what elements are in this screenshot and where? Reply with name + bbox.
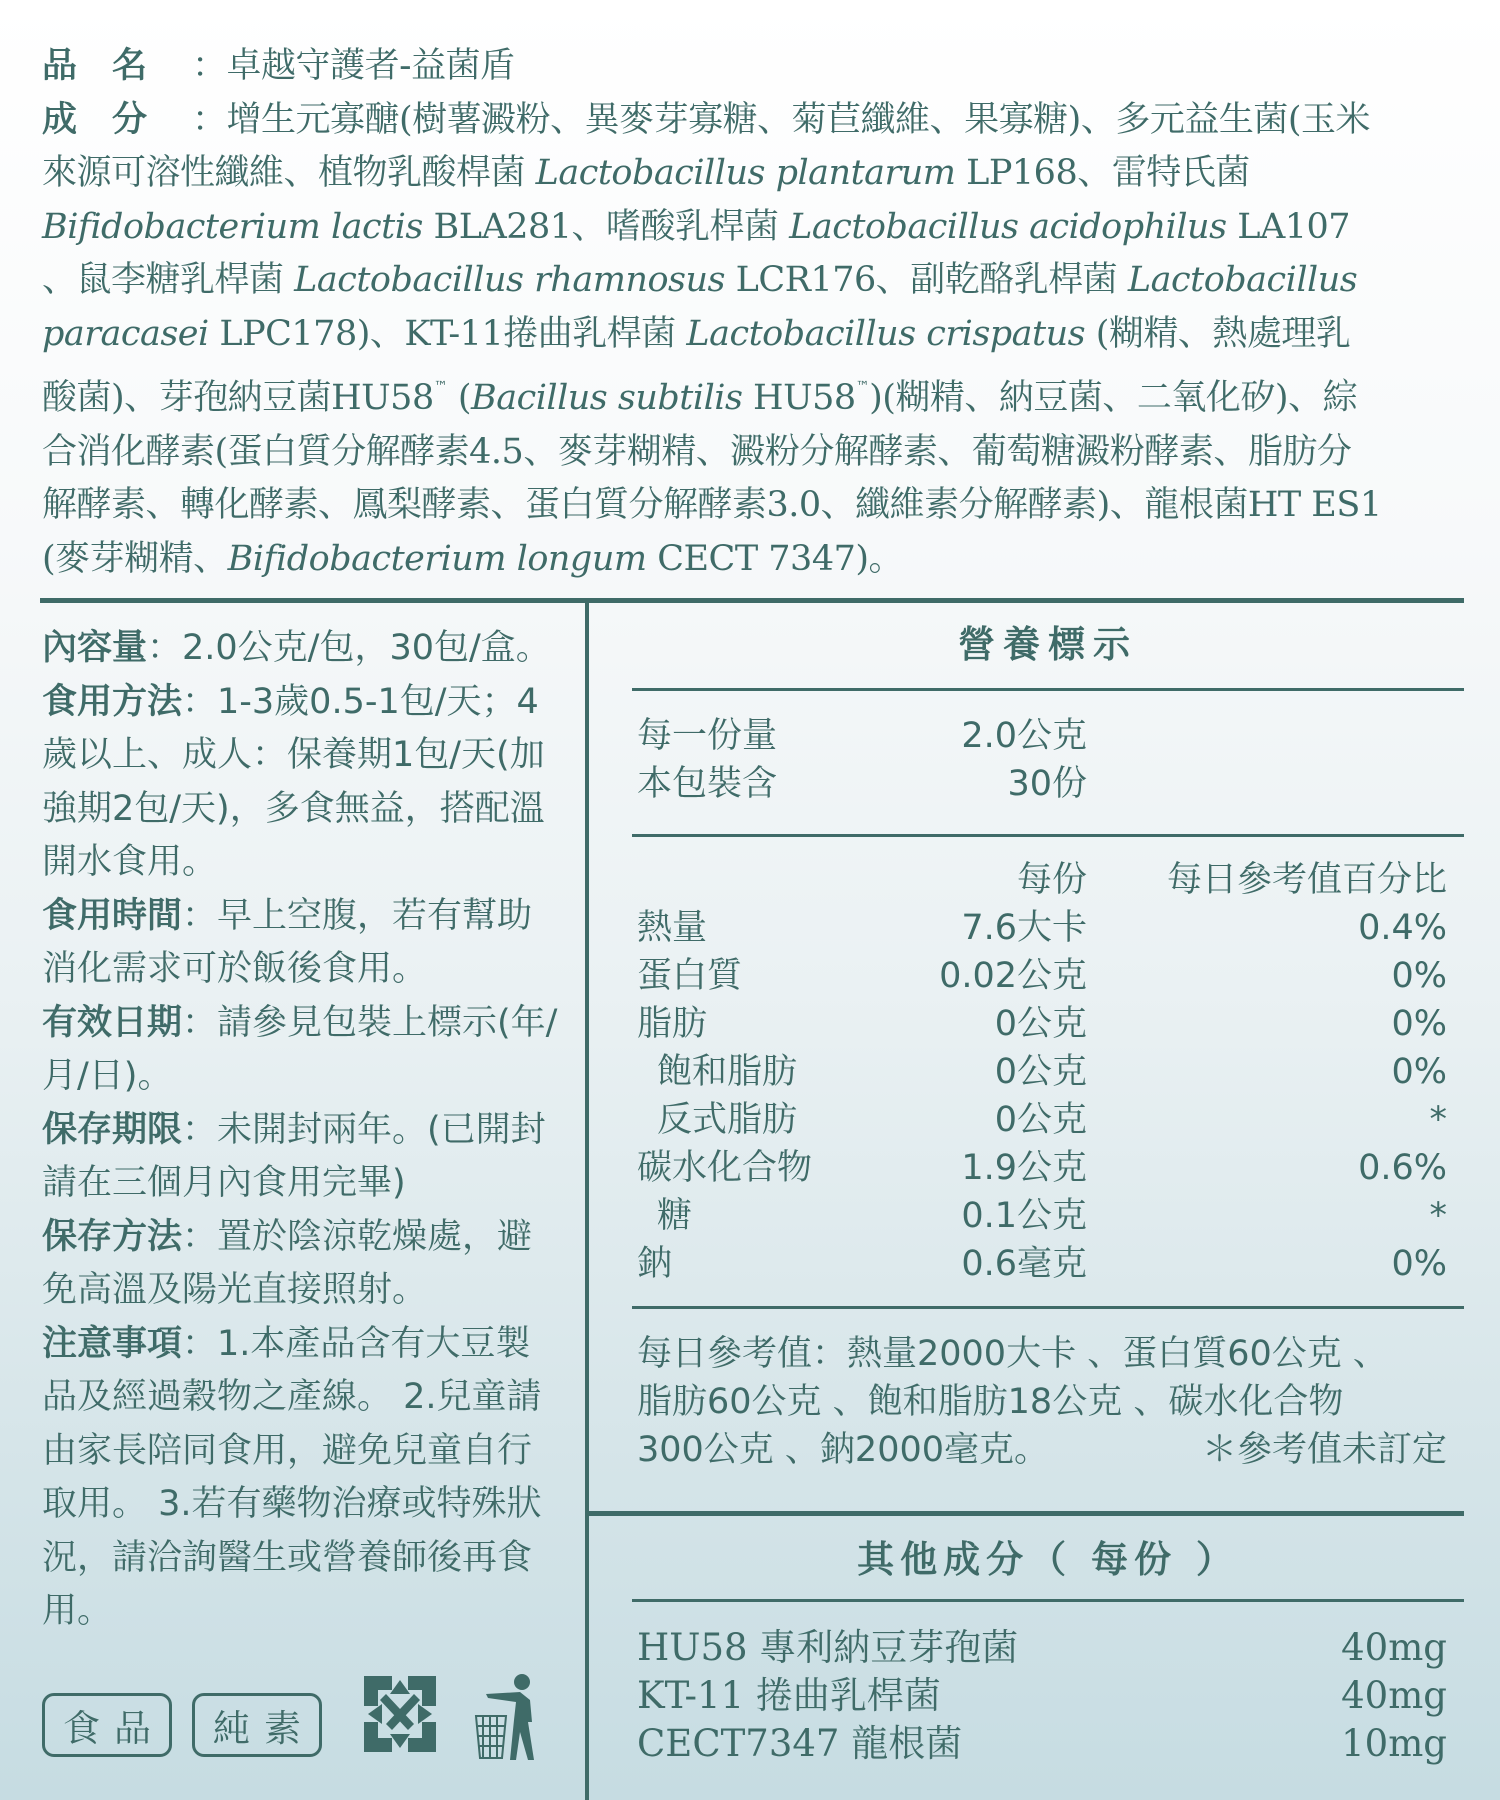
servings-per-pack-label: 本包裝含 bbox=[637, 764, 778, 804]
ingredient-text: 增生元寡醣(樹薯澱粉、異麥芽寡糖、菊苣纖維、果寡糖)、多元益生菌(玉米 bbox=[226, 99, 1370, 140]
nutrition-divider-3 bbox=[632, 1306, 1464, 1309]
other-ingredients-divider bbox=[632, 1599, 1464, 1602]
badge-group bbox=[42, 1693, 322, 1757]
nutrition-row bbox=[637, 1192, 1447, 1240]
product-name-colon: ： bbox=[192, 46, 227, 86]
nutrient-value: 0公克 bbox=[994, 1100, 1087, 1140]
species-name: Bacillus subtilis bbox=[471, 378, 743, 418]
nutrition-row bbox=[637, 904, 1447, 952]
nutrition-row bbox=[637, 1096, 1447, 1144]
vegan-badge: 純素 bbox=[192, 1693, 322, 1757]
species-name: Bifidobacterium longum bbox=[227, 538, 647, 579]
precautions: 注意事項：1.本產品含有大豆製品及經過穀物之產線。 2.兒童請由家長陪同食用，避免兒童自行取用。 3.若有藥物治療或特殊狀況，請洽詢醫生或營養師後再食用。 bbox=[42, 1323, 542, 1631]
nutrient-name: 碳水化合物 bbox=[637, 1148, 813, 1188]
ingredient-text: BLA281、嗜酸乳桿菌 bbox=[422, 206, 790, 247]
product-name-row bbox=[42, 40, 1472, 94]
ingredients-colon: ： bbox=[192, 99, 227, 140]
ingredients-body bbox=[42, 100, 1382, 579]
nutrient-name: 蛋白質 bbox=[637, 956, 743, 996]
ingredient-text: )(糊精、納豆菌、二氧化矽)、綜 bbox=[869, 378, 1358, 418]
ingredient-text: (糊精、熱處理乳 bbox=[1085, 313, 1351, 354]
list-item: KT-11 捲曲乳桿菌 40mg bbox=[637, 1674, 1447, 1717]
ingredients-block bbox=[42, 40, 1472, 586]
species-name: paracasei bbox=[42, 313, 209, 354]
usage-instructions: 食用方法：1-3歲0.5-1包/天；4歲以上、成人：保養期1包/天(加強期2包/天)，多食無益，搭配溫開水食用。 bbox=[42, 681, 545, 882]
list-item: CECT7347 龍根菌 10mg bbox=[637, 1722, 1447, 1765]
serving-size-value: 2.0公克 bbox=[961, 716, 1087, 756]
ingredient-text: LA107 bbox=[1226, 206, 1351, 247]
ingredient-text: 合消化酵素(蛋白質分解酵素4.5、麥芽糊精、澱粉分解酵素、葡萄糖澱粉酵素、脂肪分 bbox=[42, 431, 1352, 472]
reference-line-2: 脂肪60公克 、飽和脂肪18公克 、碳水化合物 bbox=[637, 1382, 1344, 1422]
product-info-column bbox=[42, 622, 562, 1639]
content-amount: 內容量：2.0公克/包，30包/盒。 bbox=[42, 628, 551, 668]
nutrient-value: 0.1公克 bbox=[961, 1196, 1087, 1236]
ingredient-text: LPC178)、KT-11捲曲乳桿菌 bbox=[208, 313, 687, 354]
species-name: Bifidobacterium lactis bbox=[42, 206, 423, 247]
reference-line-1: 每日參考值：熱量2000大卡 、蛋白質60公克 、 bbox=[637, 1334, 1388, 1374]
serving-info bbox=[637, 712, 1087, 808]
nutrition-divider-1 bbox=[632, 688, 1464, 691]
list-item: HU58 專利納豆芽孢菌 40mg bbox=[637, 1626, 1447, 1669]
nutrition-header-row bbox=[637, 856, 1447, 904]
ingredient-text: 酸菌)、芽孢納豆菌HU58 bbox=[42, 378, 434, 418]
ingredient-text: LP168、雷特氏菌 bbox=[955, 153, 1250, 193]
nutrient-daily-pct: 0.6% bbox=[1358, 1148, 1447, 1188]
servings-per-pack-row bbox=[637, 760, 1087, 808]
col-per-serving: 每份 bbox=[1016, 860, 1087, 900]
nutrient-name: 糖 bbox=[657, 1196, 693, 1236]
nutrition-table bbox=[637, 856, 1447, 1288]
nutrient-name: 脂肪 bbox=[637, 1004, 708, 1044]
ingredient-text: 解酵素、轉化酵素、鳳梨酵素、蛋白質分解酵素3.0、纖維素分解酵素)、龍根菌HT ES1 bbox=[42, 485, 1382, 525]
nutrient-value: 0公克 bbox=[994, 1052, 1087, 1092]
ingredients-label: 成 分 bbox=[42, 99, 148, 140]
ingredient-text: HU58 bbox=[742, 378, 856, 418]
nutrient-daily-pct: 0% bbox=[1391, 1004, 1447, 1044]
storage-method: 保存方法：置於陰涼乾燥處，避免高溫及陽光直接照射。 bbox=[42, 1216, 533, 1310]
ingredient-text: LCR176、副乾酪乳桿菌 bbox=[724, 260, 1128, 300]
ingredients-text bbox=[42, 94, 1472, 587]
nutrition-row bbox=[637, 1240, 1447, 1288]
expiry-date: 有效日期：請參見包裝上標示(年/月/日)。 bbox=[42, 1002, 558, 1096]
nutrient-daily-pct: 0.4% bbox=[1358, 908, 1447, 948]
nutrition-row bbox=[637, 1144, 1447, 1192]
nutrient-daily-pct: * bbox=[1429, 1196, 1447, 1236]
reference-footnote: ＊參考值未訂定 bbox=[1201, 1430, 1447, 1470]
section-divider-horizontal bbox=[40, 598, 1464, 603]
species-name: Lactobacillus bbox=[1127, 260, 1358, 300]
nutrient-daily-pct: 0% bbox=[1391, 956, 1447, 996]
shelf-life: 保存期限：未開封兩年。(已開封請在三個月內食用完畢) bbox=[42, 1109, 546, 1203]
ingredient-text: 來源可溶性纖維、植物乳酸桿菌 bbox=[42, 153, 536, 193]
other-ingredients-title: 其他成分（ 每份 ） bbox=[857, 1538, 1239, 1581]
species-name: Lactobacillus plantarum bbox=[535, 153, 956, 193]
ingredient-text: CECT 7347)。 bbox=[646, 538, 904, 579]
serving-size-row bbox=[637, 712, 1087, 760]
daily-reference-note bbox=[637, 1330, 1447, 1474]
serving-size-label: 每一份量 bbox=[637, 716, 778, 756]
nutrient-daily-pct: 0% bbox=[1391, 1244, 1447, 1284]
nutrition-row bbox=[637, 1000, 1447, 1048]
litter-bin-icon bbox=[474, 1670, 544, 1766]
other-section-divider bbox=[589, 1511, 1464, 1516]
nutrient-value: 0.02公克 bbox=[939, 956, 1087, 996]
nutrient-name: 反式脂肪 bbox=[657, 1100, 798, 1140]
ingredient-text: (麥芽糊精、 bbox=[42, 538, 228, 579]
nutrient-name: 熱量 bbox=[637, 908, 708, 948]
servings-per-pack-value: 30份 bbox=[1007, 764, 1087, 804]
ingredient-text: 、鼠李糖乳桿菌 bbox=[42, 260, 295, 300]
nutrient-name: 飽和脂肪 bbox=[657, 1052, 798, 1092]
nutrition-row bbox=[637, 952, 1447, 1000]
col-daily-pct: 每日參考值百分比 bbox=[1166, 860, 1447, 900]
nutrition-rows bbox=[637, 904, 1447, 1288]
nutrient-name: 鈉 bbox=[637, 1244, 673, 1284]
nutrient-value: 1.9公克 bbox=[961, 1148, 1087, 1188]
nutrition-row bbox=[637, 1048, 1447, 1096]
trademark-symbol: ™ bbox=[433, 379, 448, 395]
other-ingredients-list bbox=[637, 1624, 1447, 1768]
consumption-time: 食用時間：早上空腹，若有幫助消化需求可於飯後食用。 bbox=[42, 895, 533, 989]
nutrition-divider-2 bbox=[632, 834, 1464, 837]
recycle-icon bbox=[360, 1670, 440, 1762]
food-badge: 食品 bbox=[42, 1693, 172, 1757]
section-divider-vertical bbox=[585, 603, 589, 1800]
species-name: Lactobacillus acidophilus bbox=[789, 206, 1227, 247]
nutrient-daily-pct: * bbox=[1429, 1100, 1447, 1140]
nutrient-value: 0公克 bbox=[994, 1004, 1087, 1044]
product-name-label: 品 名 bbox=[42, 46, 148, 86]
species-name: Lactobacillus rhamnosus bbox=[294, 260, 725, 300]
trademark-symbol: ™ bbox=[855, 379, 870, 395]
species-name: Lactobacillus crispatus bbox=[686, 313, 1086, 354]
reference-line-3: 300公克 、鈉2000毫克。 ＊參考值未訂定 bbox=[637, 1426, 1447, 1474]
nutrient-daily-pct: 0% bbox=[1391, 1052, 1447, 1092]
nutrient-value: 7.6大卡 bbox=[961, 908, 1087, 948]
nutrition-title: 營養標示 bbox=[958, 623, 1138, 666]
product-name-value: 卓越守護者-益菌盾 bbox=[226, 46, 515, 86]
ingredient-text: ( bbox=[447, 378, 471, 418]
nutrient-value: 0.6毫克 bbox=[961, 1244, 1087, 1284]
